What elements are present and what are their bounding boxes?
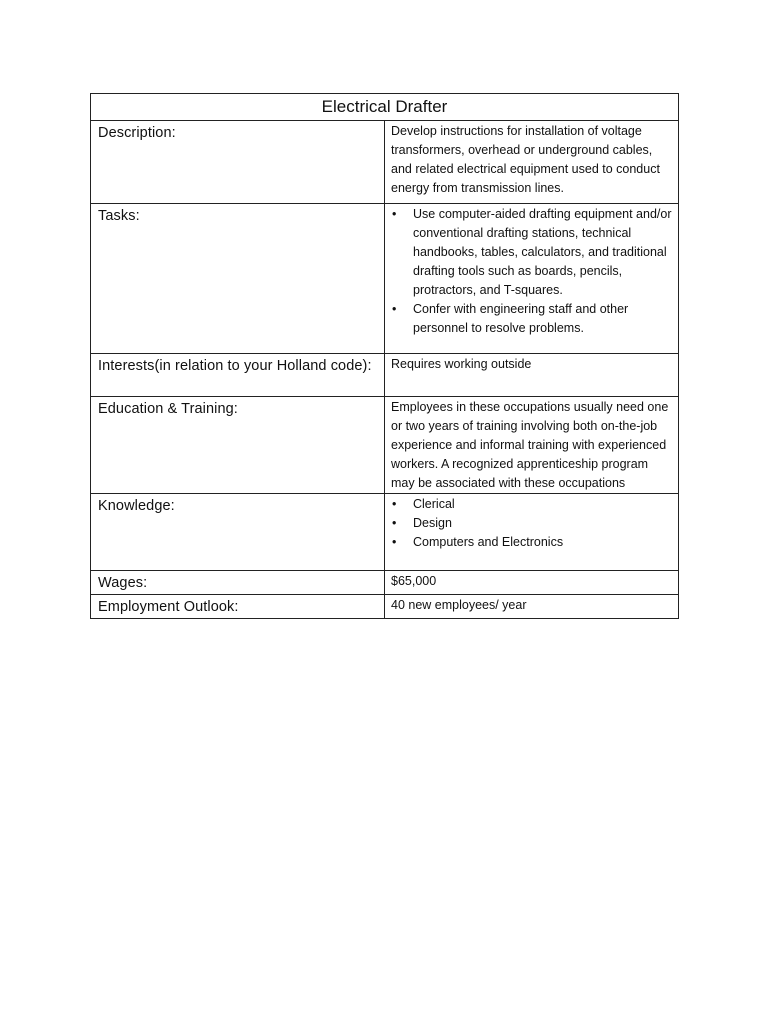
wages-label: Wages: bbox=[91, 571, 385, 595]
knowledge-list bbox=[391, 495, 672, 552]
education-row bbox=[91, 397, 679, 494]
knowledge-value bbox=[385, 494, 679, 571]
bullet-icon: • bbox=[392, 497, 397, 511]
list-item bbox=[391, 495, 672, 514]
list-item bbox=[391, 205, 672, 300]
wages-row bbox=[91, 571, 679, 595]
tasks-row bbox=[91, 204, 679, 354]
bullet-icon: • bbox=[392, 516, 397, 530]
outlook-value: 40 new employees/ year bbox=[385, 595, 679, 619]
interests-row bbox=[91, 354, 679, 397]
bullet-icon: • bbox=[392, 535, 397, 549]
bullet-icon: • bbox=[392, 207, 397, 221]
tasks-value bbox=[385, 204, 679, 354]
knowledge-text: Design bbox=[413, 516, 452, 530]
career-info-table bbox=[90, 93, 679, 619]
task-text: Use computer-aided drafting equipment and/or conventional drafting stations, technical handbooks, tables, calculators, and traditional drafting tools such as boards, pencils, protractors, and T-squares. bbox=[413, 207, 672, 297]
knowledge-text: Clerical bbox=[413, 497, 455, 511]
description-row bbox=[91, 121, 679, 204]
wages-value: $65,000 bbox=[385, 571, 679, 595]
description-label: Description: bbox=[91, 121, 385, 204]
table-title: Electrical Drafter bbox=[91, 94, 679, 121]
knowledge-text: Computers and Electronics bbox=[413, 535, 564, 549]
knowledge-label: Knowledge: bbox=[91, 494, 385, 571]
tasks-label: Tasks: bbox=[91, 204, 385, 354]
interests-label: Interests(in relation to your Holland code): bbox=[91, 354, 385, 397]
title-row bbox=[91, 94, 679, 121]
education-value: Employees in these occupations usually need one or two years of training involving both on-the-job experience and informal training with experienced workers. A recognized apprenticeship program may be associated with these occupations bbox=[385, 397, 679, 494]
knowledge-row bbox=[91, 494, 679, 571]
description-value: Develop instructions for installation of voltage transformers, overhead or underground cables, and related electrical equipment used to conduct energy from transmission lines. bbox=[385, 121, 679, 204]
interests-value: Requires working outside bbox=[385, 354, 679, 397]
outlook-row bbox=[91, 595, 679, 619]
education-label: Education & Training: bbox=[91, 397, 385, 494]
task-text: Confer with engineering staff and other personnel to resolve problems. bbox=[413, 302, 629, 335]
tasks-list bbox=[391, 205, 672, 338]
list-item bbox=[391, 533, 672, 552]
outlook-label: Employment Outlook: bbox=[91, 595, 385, 619]
list-item bbox=[391, 300, 672, 338]
list-item bbox=[391, 514, 672, 533]
bullet-icon: • bbox=[392, 302, 397, 316]
